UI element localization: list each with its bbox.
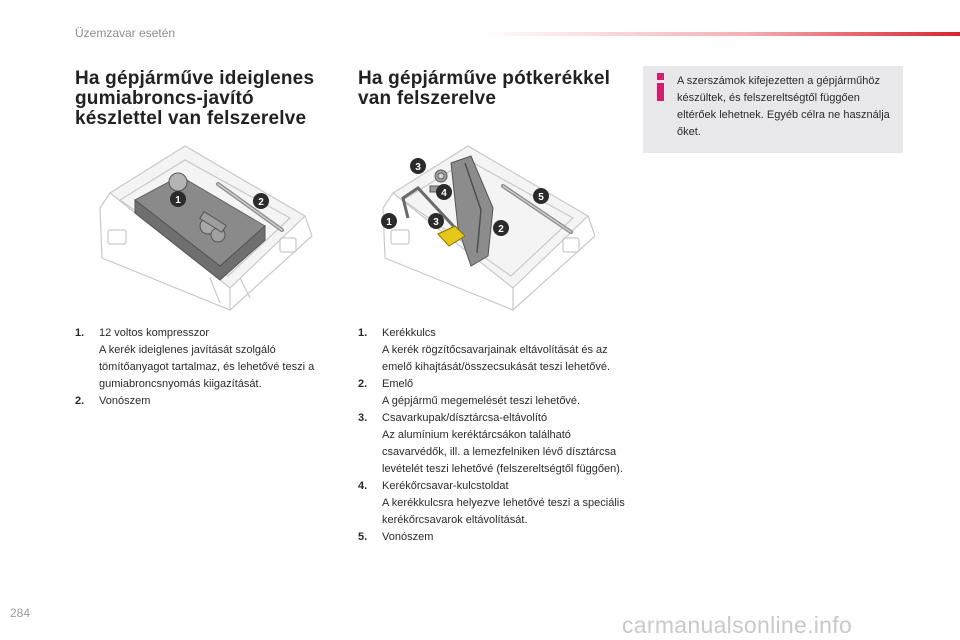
header-rule (480, 32, 960, 36)
repair-kit-list (75, 325, 337, 410)
item-title: Vonószem (382, 531, 434, 543)
heading-repair-kit: Ha gépjárműve ideiglenes gumiabroncs-javító készlettel van felszerelve (75, 68, 315, 129)
item-title: 12 voltos kompresszor (99, 327, 210, 339)
item-description: A kerék rögzítőcsavarjainak eltávolítását és az emelő kihajtását/összecsukását teszi lehetővé. (382, 344, 611, 373)
section-header: Üzemzavar esetén (75, 26, 176, 40)
list-item (358, 325, 626, 376)
item-description: A kerék ideiglenes javítását szolgáló tömítőanyagot tartalmaz, és lehetővé teszi a gumiabroncsnyomás kiigazítását. (99, 344, 315, 390)
repair-kit-illustration (90, 138, 320, 318)
item-number: 5. (358, 531, 368, 543)
heading-spare-wheel: Ha gépjárműve pótkerékkel van felszerelve (358, 68, 611, 109)
item-title: Kerékkulcs (382, 327, 436, 339)
callout-2 (493, 220, 509, 236)
svg-text:1: 1 (386, 217, 392, 228)
item-number: 2. (75, 395, 85, 407)
svg-text:3: 3 (415, 162, 421, 173)
callout-3-top (410, 158, 426, 174)
item-number: 2. (358, 378, 368, 390)
list-item (358, 478, 626, 529)
item-title: Emelő (382, 378, 414, 390)
callout-3-lower (428, 213, 444, 229)
spare-wheel-tools-illustration (373, 138, 603, 318)
page-number: 284 (10, 606, 31, 620)
info-text: A szerszámok kifejezetten a gépjárműhöz készültek, és felszereltségtől függően eltérőek lehetnek. Egyéb célra ne használja őket. (677, 75, 890, 138)
list-item (358, 529, 626, 546)
item-number: 3. (358, 412, 368, 424)
item-description: A gépjármű megemelését teszi lehetővé. (382, 395, 581, 407)
list-item (75, 393, 337, 410)
list-item (358, 376, 626, 410)
info-box (643, 66, 903, 153)
item-description: Az alumínium keréktárcsákon található csavarvédők, ill. a lemezfelniken lévő dísztárcsa levételét teszi lehetővé (felszereltségtől függően). (382, 429, 623, 475)
callout-5 (533, 188, 549, 204)
callout-2 (253, 193, 269, 209)
item-title: Csavarkupak/dísztárcsa-eltávolító (382, 412, 548, 424)
item-number: 1. (75, 327, 85, 339)
info-icon (655, 73, 665, 101)
item-number: 4. (358, 480, 368, 492)
svg-text:2: 2 (498, 224, 504, 235)
item-title: Kerékőrcsavar-kulcstoldat (382, 480, 509, 492)
callout-1 (170, 191, 186, 207)
watermark: carmanualsonline.info (622, 612, 853, 638)
svg-text:5: 5 (538, 192, 544, 203)
item-number: 1. (358, 327, 368, 339)
svg-text:3: 3 (433, 217, 439, 228)
svg-text:4: 4 (441, 188, 447, 199)
list-item (358, 410, 626, 478)
callout-4 (436, 184, 452, 200)
item-title: Vonószem (99, 395, 151, 407)
svg-text:2: 2 (258, 197, 264, 208)
svg-text:1: 1 (175, 195, 181, 206)
spare-wheel-list (358, 325, 626, 546)
item-description: A kerékkulcsra helyezve lehetővé teszi a speciális kerékőrcsavarok eltávolítását. (382, 497, 625, 526)
list-item (75, 325, 337, 393)
callout-1 (381, 213, 397, 229)
